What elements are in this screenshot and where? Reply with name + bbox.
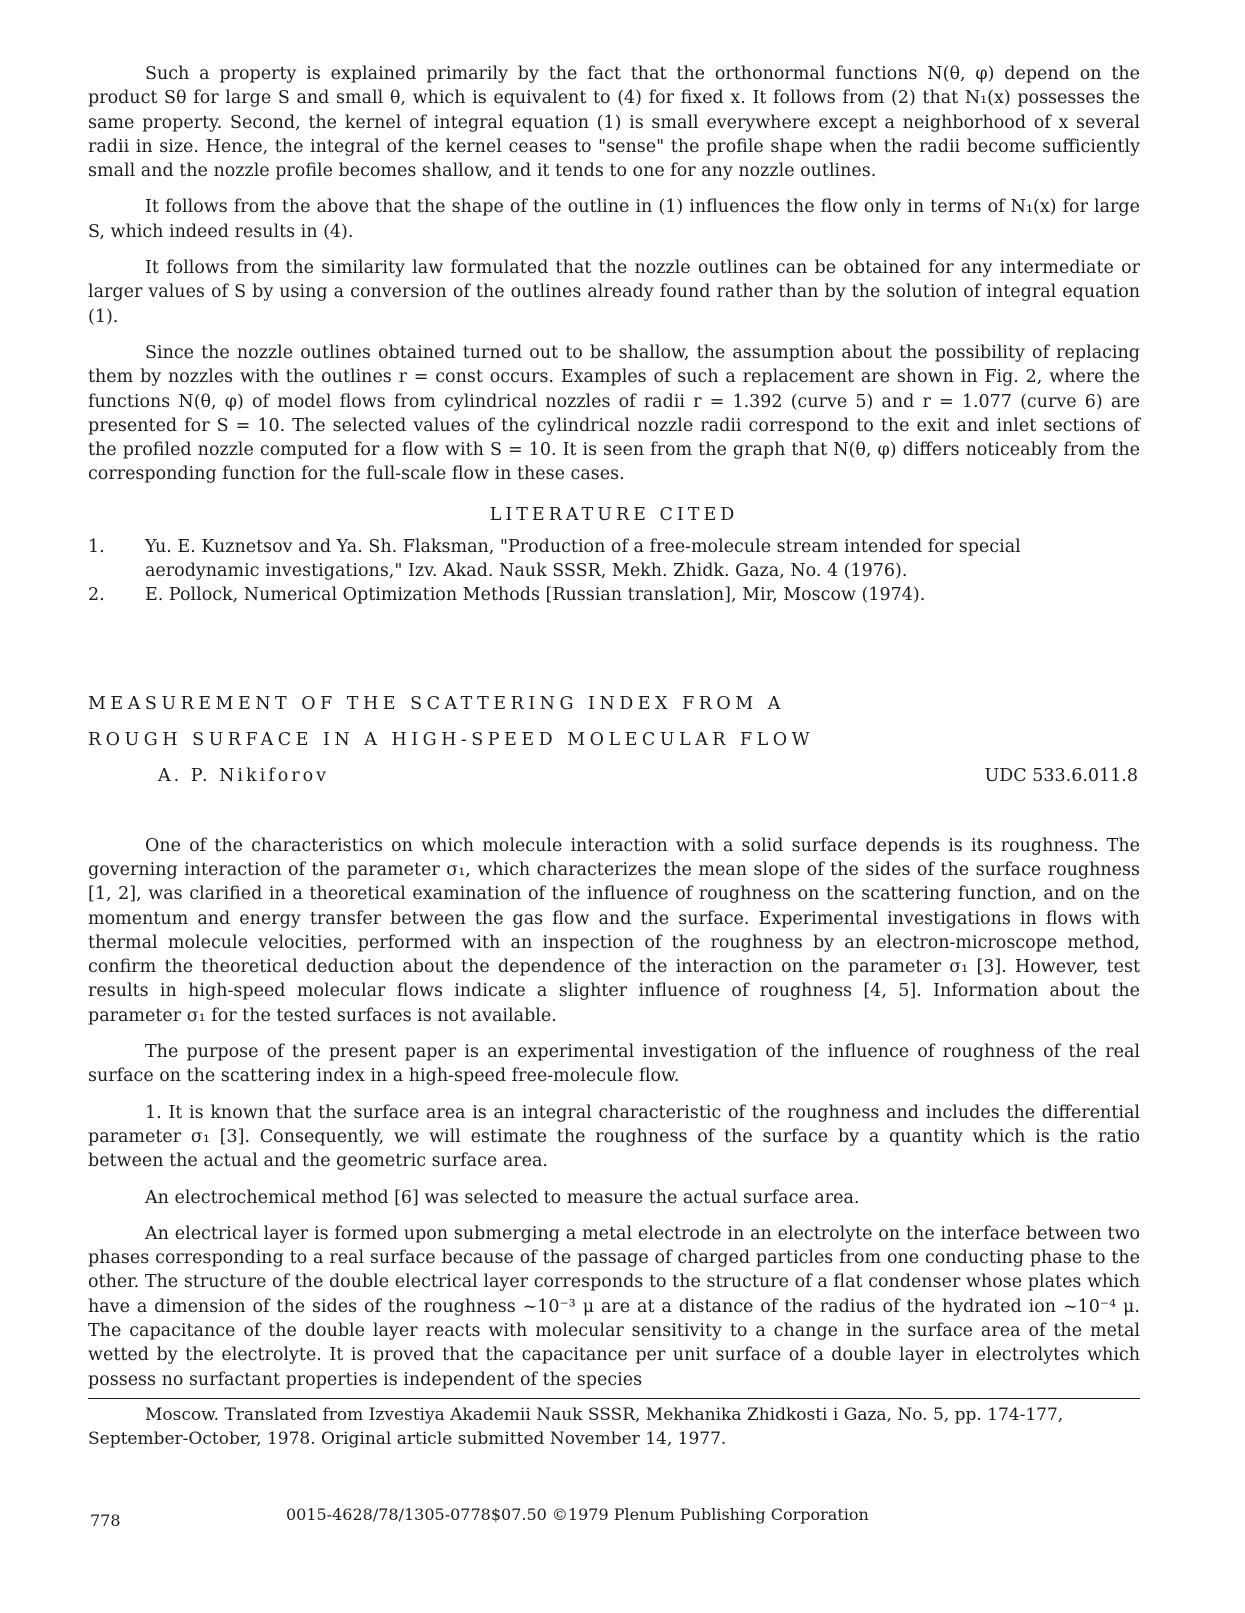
footnote-divider bbox=[88, 1398, 1140, 1399]
reference-item bbox=[88, 583, 1140, 607]
literature-cited-heading: LITERATURE CITED bbox=[489, 504, 739, 525]
paragraph-similarity-property: Such a property is explained primarily by the fact that the orthonormal functions N(θ, φ) depend on the product Sθ for large S and small θ, which is equivalent to (4) for fixed x. It follows from (2) that N₁(x) possesses the same property. Second, the kernel of integral equation (1) is small everywhere except a neighborhood of x several radii in size. Hence, the integral of the kernel ceases to "sense" the profile shape when the radii become sufficiently small and the nozzle profile becomes shallow, and it tends to one for any nozzle outlines. bbox=[88, 64, 1140, 182]
reference-text: E. Pollock, Numerical Optimization Methods [Russian translation], Mir, Moscow (1974). bbox=[145, 585, 926, 606]
article-title-line-2: ROUGH SURFACE IN A HIGH-SPEED MOLECULAR FLOW bbox=[88, 729, 815, 750]
paragraph-roughness-intro: One of the characteristics on which molecule interaction with a solid surface depends is its roughness. The governing interaction of the parameter σ₁, which characterizes the mean slope of the sides of the surface roughness [1, 2], was clarified in a theoretical examination of the influence of roughness on the scattering function, and on the momentum and energy transfer between the gas flow and the surface. Experimental investigations in flows with thermal molecule velocities, performed with an inspection of the roughness by an electron-microscope method, confirm the theoretical deduction about the dependence of the interaction on the parameter σ₁ [3]. However, test results in high-speed molecular flows indicate a slighter influence of roughness [4, 5]. Information about the parameter σ₁ for the tested surfaces is not available. bbox=[88, 835, 1140, 1026]
author-name: A. P. Nikiforov bbox=[158, 765, 330, 786]
paragraph-surface-area: 1. It is known that the surface area is an integral characteristic of the roughness and includes the differential parameter σ₁ [3]. Consequently, we will estimate the roughness of the surface by a quantity which is the ratio between the actual and the geometric surface area. bbox=[88, 1102, 1140, 1172]
page-number: 778 bbox=[90, 1511, 121, 1530]
reference-number: 2. bbox=[88, 585, 105, 606]
paragraph-electrochemical-method: An electrochemical method [6] was selected to measure the actual surface area. bbox=[145, 1187, 860, 1208]
paragraph-electrical-layer: An electrical layer is formed upon submerging a metal electrode in an electrolyte on the interface between two phases corresponding to a real surface because of the passage of charged particles from one conducting phase to the other. The structure of the double electrical layer corresponds to the structure of a flat condenser whose plates which have a dimension of the sides of the roughness ~10⁻³ μ are at a distance of the radius of the hydrated ion ~10⁻⁴ μ. The capacitance of the double layer reacts with molecular sensitivity to a change in the surface area of the metal wetted by the electrolyte. It is proved that the capacitance per unit surface of a double layer in electrolytes which possess no surfactant properties is independent of the species bbox=[88, 1223, 1140, 1390]
article-title-line-1: MEASUREMENT OF THE SCATTERING INDEX FROM A bbox=[88, 693, 785, 714]
author-row bbox=[88, 766, 1140, 786]
udc-code: UDC 533.6.011.8 bbox=[984, 765, 1138, 786]
reference-number: 1. bbox=[88, 536, 105, 557]
reference-text: Yu. E. Kuznetsov and Ya. Sh. Flaksman, "Production of a free-molecule stream intended for special aerodynamic investigations," Izv. Akad. Nauk SSSR, Mekh. Zhidk. Gaza, No. 4 (1976). bbox=[145, 536, 1021, 582]
footnote: Moscow. Translated from Izvestiya Akademii Nauk SSSR, Mekhanika Zhidkosti i Gaza, No. 5, pp. 174-177, September-October, 1978. Original article submitted November 14, 1977. bbox=[88, 1404, 1064, 1449]
paragraph-purpose: The purpose of the present paper is an experimental investigation of the influence of roughness of the real surface on the scattering index in a high-speed free-molecule flow. bbox=[88, 1042, 1140, 1087]
article-title bbox=[88, 686, 1140, 758]
page-content bbox=[88, 62, 1140, 1451]
paragraph-outline-shape: It follows from the above that the shape of the outline in (1) influences the flow only in terms of N₁(x) for large S, which indeed results in (4). bbox=[88, 197, 1140, 242]
paragraph-similarity-law: It follows from the similarity law formulated that the nozzle outlines can be obtained for any intermediate or larger values of S by using a conversion of the outlines already found rather than by the solution of integral equation (1). bbox=[88, 258, 1140, 327]
publisher-line: 0015-4628/78/1305-0778$07.50 ©1979 Plenum Publishing Corporation bbox=[286, 1505, 869, 1524]
article-body bbox=[88, 834, 1140, 1392]
paragraph-cylindrical-nozzles: Since the nozzle outlines obtained turned out to be shallow, the assumption about the possibility of replacing them by nozzles with the outlines r = const occurs. Examples of such a replacement are shown in Fig. 2, where the functions N(θ, φ) of model flows from cylindrical nozzles of radii r = 1.392 (curve 5) and r = 1.077 (curve 6) are presented for S = 10. The selected values of the cylindrical nozzle radii correspond to the exit and inlet sections of the profiled nozzle computed for a flow with S = 10. It is seen from the graph that N(θ, φ) differs noticeably from the corresponding function for the full-scale flow in these cases. bbox=[88, 342, 1140, 485]
reference-item bbox=[88, 535, 1140, 584]
